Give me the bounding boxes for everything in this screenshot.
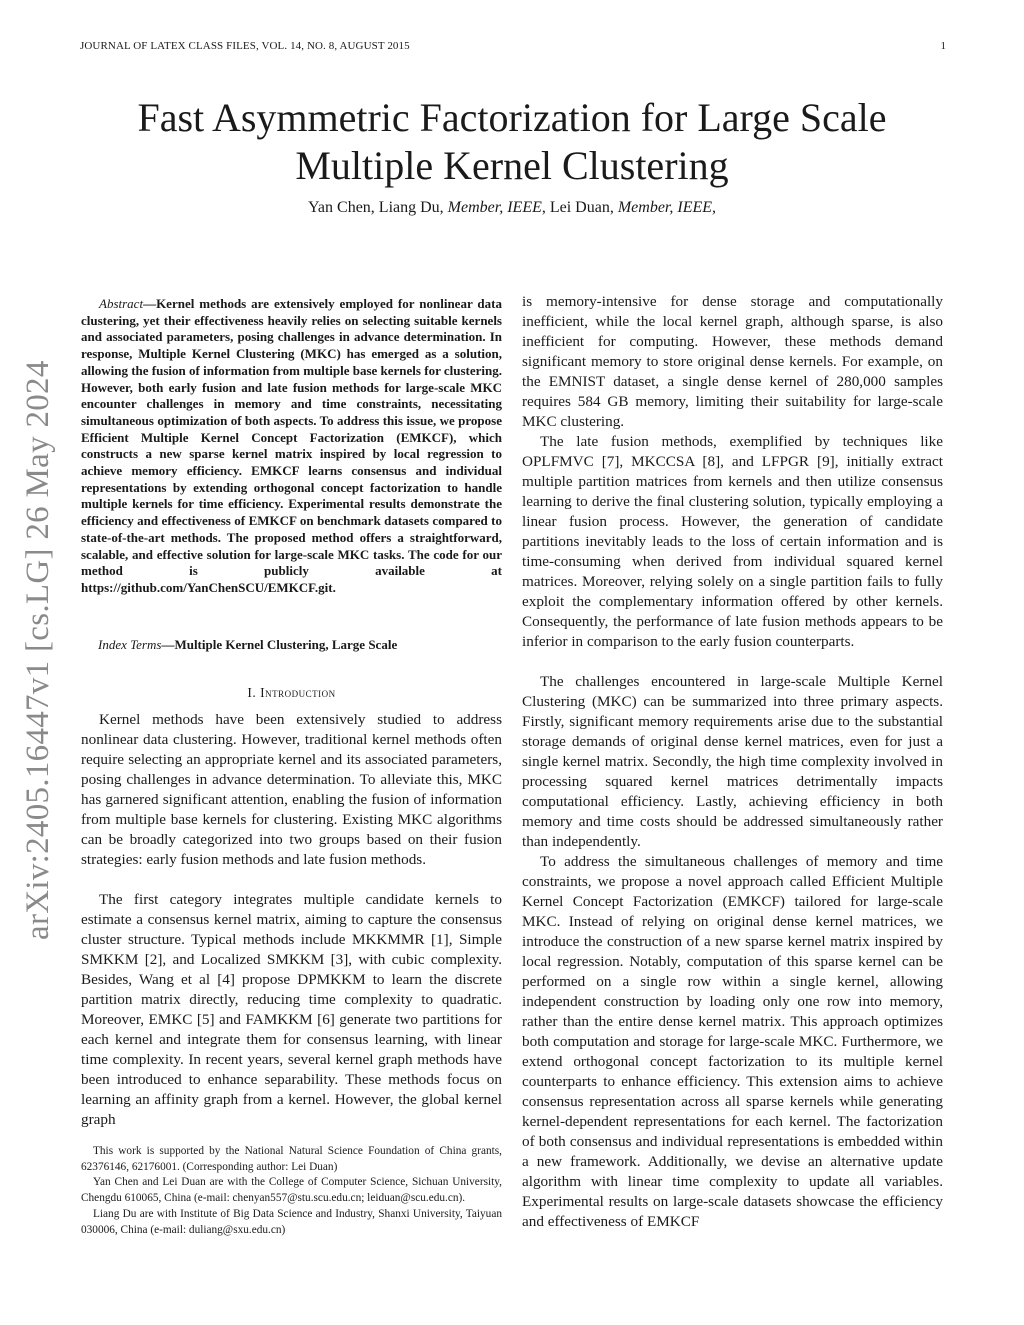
footnote-affiliation-1: Yan Chen and Lei Duan are with the College of Computer Science, Sichuan University, Chengdu 610065, China (e-mail: chenyan557@stu.scu.edu.cn; leiduan@scu.edu.cn).: [81, 1176, 502, 1205]
paragraph-text: Kernel methods have been extensively studied to address nonlinear data clustering. However, traditional kernel methods often require selecting an appropriate kernel and its associated parameters, posing challenges in advance determination. To alleviate this, MKC has garnered significant attention, enabling the fusion of information from multiple base kernels for clustering. Existing MKC algorithms can be broadly categorized into two groups based on their fusion strategies: early fusion methods and late fusion methods.: [81, 711, 502, 868]
paper-title: [0, 94, 1024, 190]
page-number: 1: [940, 40, 946, 52]
section-title: Introduction: [260, 685, 336, 700]
paragraph-text: The first category integrates multiple candidate kernels to estimate a consensus kernel matrix, aiming to capture the consensus cluster structure. Typical methods include MKKMMR [1], Simple SMKKM [2], and Localized SMKKM [3], with cubic complexity. Besides, Wang et al [4] propose DPMKKM to learn the discrete partition matrix directly, reducing time complexity to quadratic. Moreover, EMKC [5] and FAMKKM [6] generate two partitions for each kernel and integrate them for consensus learning, with linear time complexity. In recent years, several kernel graph methods have been introduced to enhance separability. These methods focus on learning an affinity graph from a kernel. However, the global kernel graph: [81, 891, 502, 1128]
footnote-funding: This work is supported by the National Natural Science Foundation of China grants, 62376146, 62176001. (Corresponding author: Lei Duan): [81, 1145, 502, 1173]
intro-paragraph-2: [81, 890, 502, 1130]
footnote-affiliation-2: Liang Du are with Institute of Big Data Science and Industry, Shanxi University, Taiyuan 030006, China (e-mail: duliang@sxu.edu.cn): [81, 1207, 502, 1236]
author-text-2: , Lei Duan,: [541, 199, 618, 216]
author-membership-2: Member, IEEE,: [617, 199, 717, 216]
paragraph-text: is memory-intensive for dense storage and computationally inefficient, while the local kernel graph, although sparse, is also inefficient for computing. However, these methods demand significant memory to store original dense kernels. For example, on the EMNIST dataset, a single dense kernel of 280,000 samples requires 584 GB memory, limiting their suitability for large-scale MKC clustering.: [522, 293, 943, 430]
index-terms-label: Index Terms: [98, 637, 162, 652]
index-terms-text: —Multiple Kernel Clustering, Large Scale: [161, 637, 398, 652]
title-line-1: Fast Asymmetric Factorization for Large Scale: [137, 95, 887, 140]
running-header: JOURNAL OF LATEX CLASS FILES, VOL. 14, NO. 8, AUGUST 2015: [80, 40, 410, 52]
section-number: I.: [247, 685, 261, 700]
abstract: [81, 296, 502, 597]
author-text-1: Yan Chen, Liang Du,: [307, 199, 448, 216]
paragraph-text: To address the simultaneous challenges of memory and time constraints, we propose a novel approach called Efficient Multiple Kernel Concept Factorization (EMKCF) tailored for large-scale MKC. Instead of relying on original dense kernel matrices, we introduce the construction of a new sparse kernel matrix inspired by local regression. Notably, computation of this sparse kernel can be performed on a single row within a single kernel, allowing independent construction by loading only one row into memory, rather than the entire dense kernel matrix. This approach optimizes both computation and storage for large-scale MKC. Furthermore, we extend orthogonal concept factorization to its multiple kernel counterparts to enhance efficiency. This extension aims to achieve consensus representation across all sparse kernels while generating kernel-dependent representations for each kernel. The factorization of both consensus and individual representations is embedded within a new framework. Additionally, we devise an alternative update algorithm with linear time complexity to update all variables. Experimental results on large-scale datasets showcase the efficiency and effectiveness of EMKCF: [522, 853, 943, 1230]
right-paragraph-3: [522, 672, 943, 852]
author-list: [0, 199, 1024, 217]
title-line-2: Multiple Kernel Clustering: [295, 143, 729, 188]
abstract-text: —Kernel methods are extensively employed for nonlinear data clustering, yet their effectiveness heavily relies on selecting suitable kernels and associated parameters, posing challenges in advance determination. In response, Multiple Kernel Clustering (MKC) has emerged as a solution, allowing the fusion of information from multiple base kernels for clustering. However, both early fusion and late fusion methods for large-scale MKC encounter challenges in memory and time constraints, necessitating simultaneous optimization of both aspects. To address this issue, we propose Efficient Multiple Kernel Concept Factorization (EMKCF), which constructs a new sparse kernel matrix inspired by local regression to achieve memory efficiency. EMKCF learns consensus and individual representations by extending orthogonal concept factorization to handle multiple kernels for time efficiency. Experimental results demonstrate the efficiency and effectiveness of EMKCF on benchmark datasets compared to state-of-the-art methods. The proposed method offers a straightforward, scalable, and effective solution for large-scale MKC tasks. The code for our method is publicly available at https://github.com/YanChenSCU/EMKCF.git.: [81, 296, 502, 595]
footnotes: [81, 1144, 502, 1238]
paragraph-text: The challenges encountered in large-scale Multiple Kernel Clustering (MKC) can be summarized into three primary aspects. Firstly, significant memory requirements arise due to the substantial storage demands of original dense kernel matrices, even for just a single kernel matrix. Secondly, the high time complexity involved in processing squared kernel matrices detrimentally impacts computational efficiency. Lastly, achieving efficiency in both memory and time costs should be addressed simultaneously rather than independently.: [522, 673, 943, 850]
right-paragraph-4: [522, 852, 943, 1232]
section-heading: [81, 685, 502, 701]
right-paragraph-1: [522, 292, 943, 432]
intro-paragraph-1: [81, 710, 502, 870]
author-membership-1: Member, IEEE: [447, 199, 542, 216]
index-terms: [98, 637, 502, 653]
paragraph-text: The late fusion methods, exemplified by techniques like OPLFMVC [7], MKCCSA [8], and LFPGR [9], initially extract multiple partition matrices from kernels and then utilize consensus learning to derive the final clustering solution, typically employing a linear fusion process. However, the generation of candidate partitions inevitably leads to the loss of certain information and is time-consuming when derived from individual squared kernel matrices. Moreover, relying solely on a single partition fails to fully exploit the complementary information offered by other kernels. Consequently, the performance of late fusion methods appears to be inferior in comparison to the early fusion counterparts.: [522, 433, 943, 650]
abstract-label: Abstract: [99, 296, 144, 311]
right-paragraph-2: [522, 432, 943, 652]
arxiv-stamp: arXiv:2405.16447v1 [cs.LG] 26 May 2024: [20, 360, 56, 940]
